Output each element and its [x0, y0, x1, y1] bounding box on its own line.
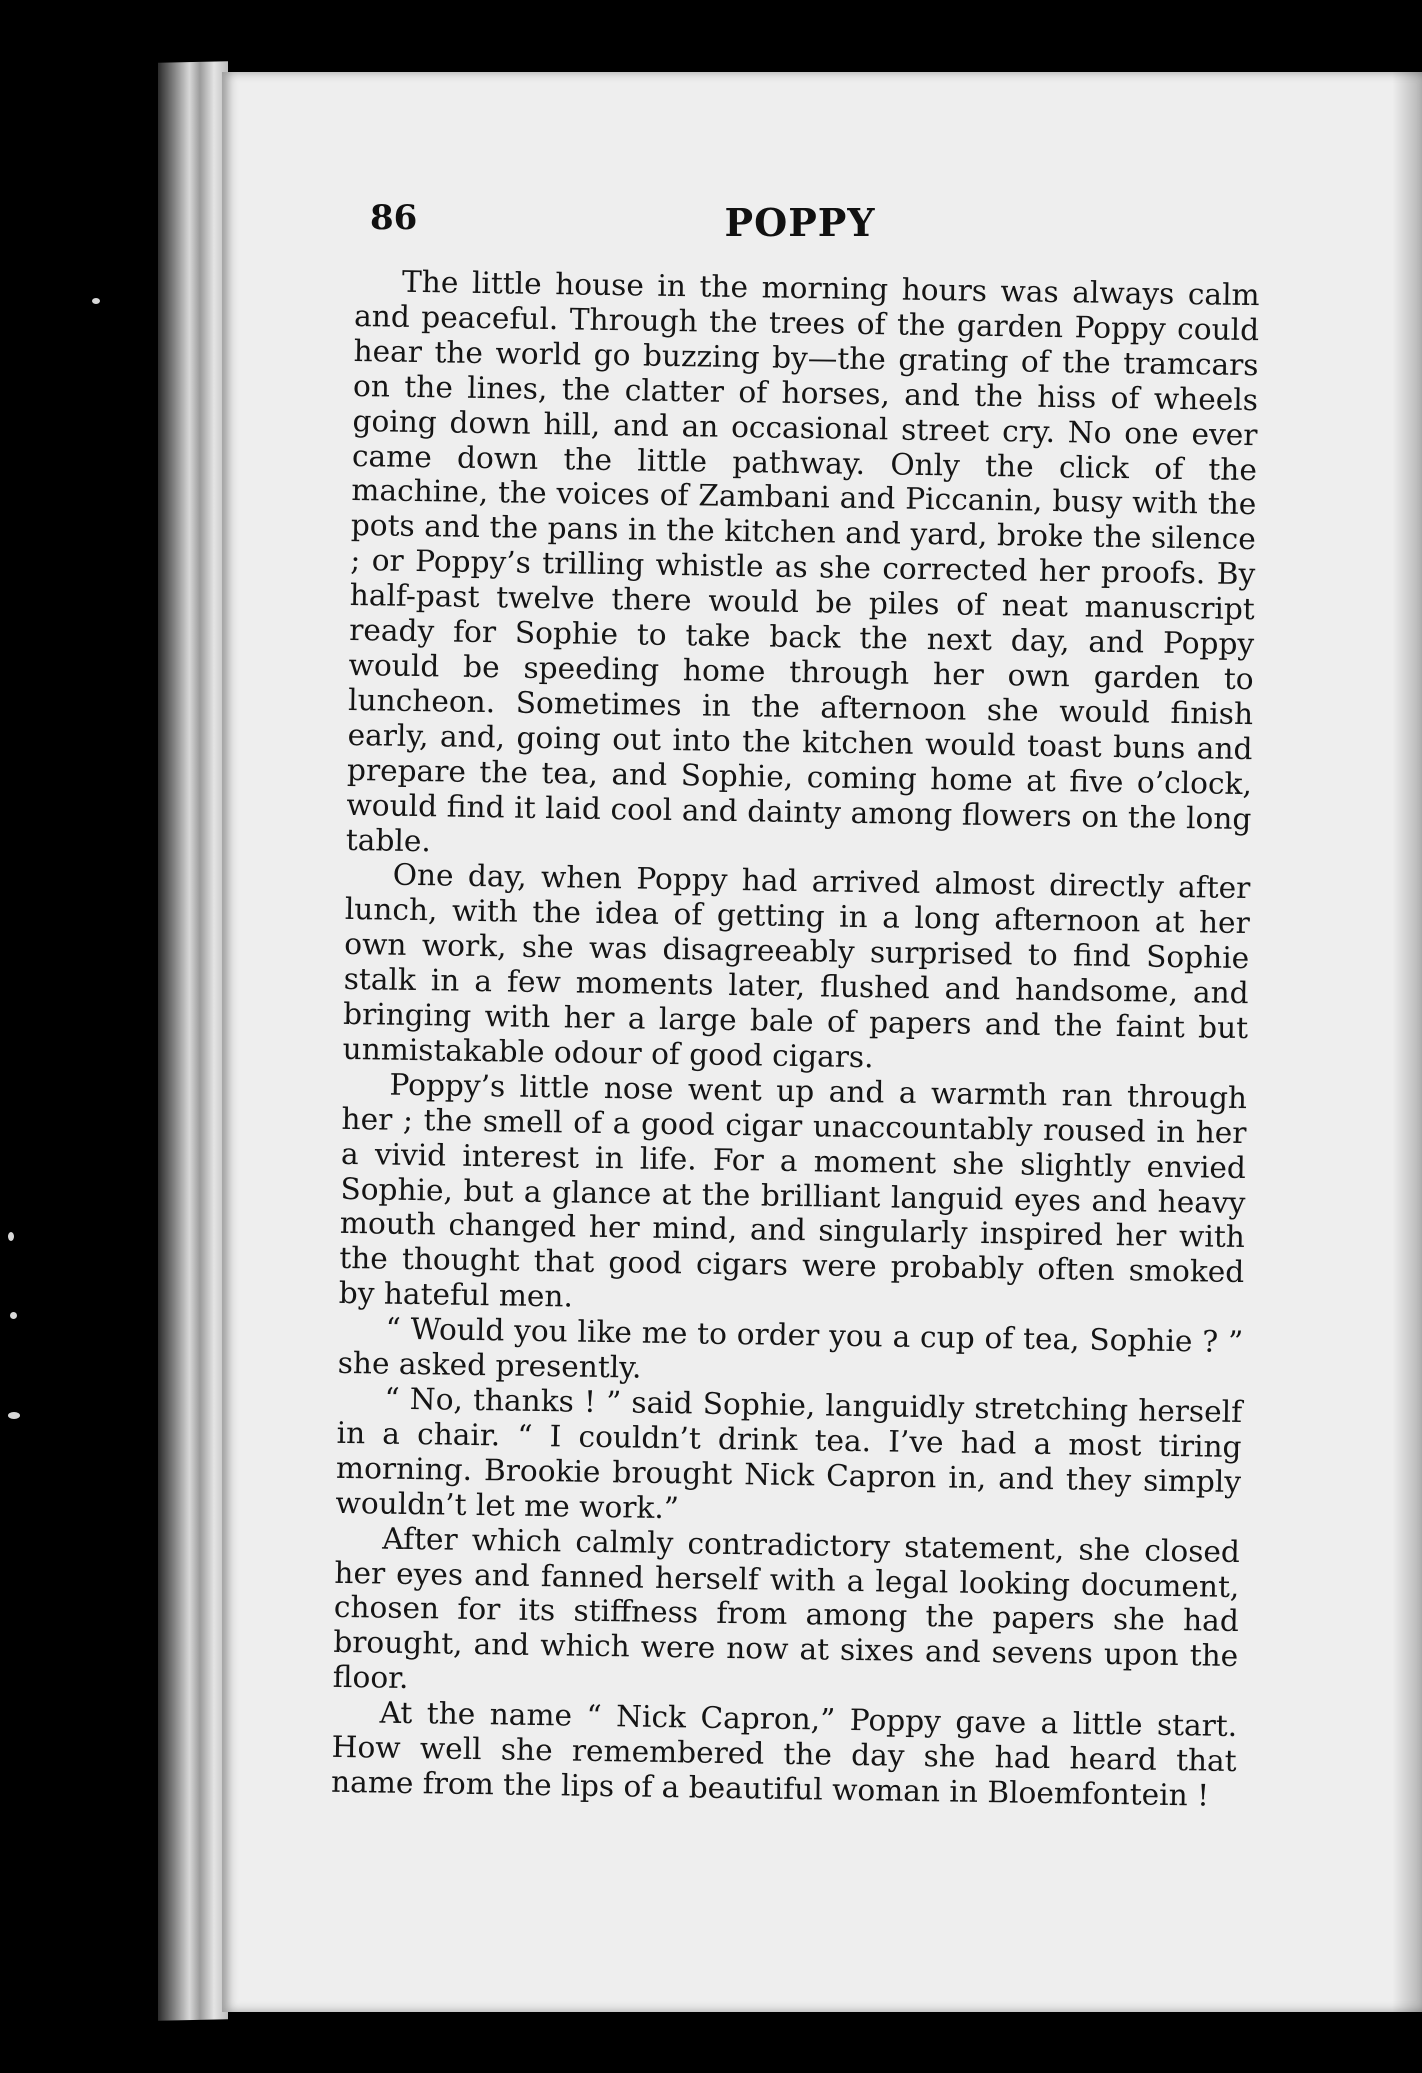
paragraph: One day, when Poppy had arrived almost directly after lunch, with the idea of getting in a long afternoon at her own work, she was disagreeably surprised to find Sophie stalk in a few moments later, flushed and handsome, and bringing with her a large bale of papers and the faint but unmistakable odour of good cigars. — [342, 858, 1251, 1075]
paragraph: “ No, thanks ! ” said Sophie, languidly stretching herself in a chair. “ I couldn’t drink tea. I’ve had a most tiring morning. Brookie brought Nick Capron in, and they simply wouldn’t let me work.” — [335, 1381, 1243, 1525]
page-number: 86 — [370, 198, 418, 238]
page-header — [340, 198, 1260, 258]
running-title: POPPY — [724, 200, 876, 245]
scan-speck — [10, 1312, 17, 1319]
scan-speck — [8, 1412, 20, 1419]
paragraph: At the name “ Nick Capron,” Poppy gave a little start. How well she remembered the day she had heard that name from the lips of a beautiful woman in Bloemfontein ! — [330, 1695, 1238, 1813]
body-text — [331, 264, 1260, 1818]
page-shadow — [1392, 72, 1422, 2012]
scan-speck — [92, 298, 100, 304]
paragraph: Poppy’s little nose went up and a warmth ran through her ; the smell of a good cigar unaccountably roused in her a vivid interest in life. For a moment she slightly envied Sophie, but a glance at the brilliant languid eyes and heavy mouth changed her mind, and singularly inspired her with the thought that good cigars were probably often smoked by hateful men. — [338, 1067, 1248, 1314]
paragraph: The little house in the morning hours was always calm and peaceful. Through the trees of the garden Poppy could hear the world go buzzing by—the grating of the tramcars on the lines, the clatter of horses, and the hiss of wheels going down hill, and an occasional street cry. No one ever came down the little pathway. Only the click of the machine, the voices of Zambani and Piccanin, busy with the pots and the pans in the kitchen and yard, broke the silence ; or Poppy’s trilling whistle as she corrected her proofs. By half-past twelve there would be piles of neat manuscript ready for Sophie to take back the next day, and Poppy would be speeding home through her own garden to luncheon. Sometimes in the afternoon she would finish early, and, going out into the kitchen would toast buns and prepare the tea, and Sophie, coming home at five o’clock, would find it laid cool and dainty among flowers on the long table. — [345, 264, 1260, 858]
paragraph: After which calmly contradictory statement, she closed her eyes and fanned herself with a legal looking document, chosen for its stiffness from among the papers she had brought, and which were now at sixes and sevens upon the floor. — [332, 1521, 1241, 1696]
book-spine-edge — [158, 61, 228, 2020]
paragraph: “ Would you like me to order you a cup of tea, Sophie ? ” she asked presently. — [337, 1311, 1244, 1385]
scan-speck — [8, 1232, 14, 1241]
